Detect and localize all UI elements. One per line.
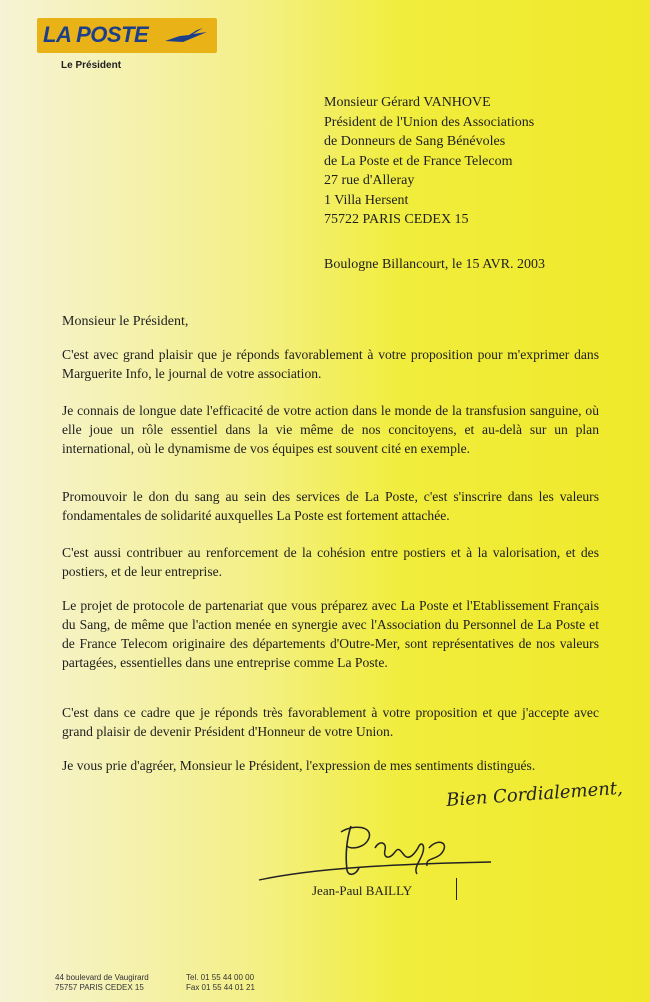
salutation: Monsieur le Président, [62,314,189,329]
footer-contact [186,973,255,993]
logo-text: LA POSTE [43,22,149,47]
footer-address-line: 75757 PARIS CEDEX 15 [55,983,144,992]
address-line: 1 Villa Hersent [324,192,409,208]
sender-title: Le Président [61,60,122,71]
signature-stroke [456,878,457,900]
recipient-address [324,93,534,230]
footer-address [55,973,149,993]
footer-address-line: 44 boulevard de Vaugirard [55,973,149,982]
letter-paragraph: Je vous prie d'agréer, Monsieur le Président, l'expression de mes sentiments distingués. [62,758,536,773]
bird-logo-icon [163,24,209,46]
footer-fax: Fax 01 55 44 01 21 [186,983,255,992]
address-line: Président de l'Union des Associations [324,114,535,130]
address-line: 75722 PARIS CEDEX 15 [324,212,469,227]
date-line: Boulogne Billancourt, le 15 AVR. 2003 [324,257,546,272]
la-poste-logo [37,18,217,53]
letter-paragraph: Promouvoir le don du sang au sein des services de La Poste, c'est s'inscrire dans les valeurs fondamentales de solidarité auxquelles La Poste est fortement attachée. [62,489,599,523]
address-line: 27 rue d'Alleray [324,173,415,188]
letter-paragraph: Je connais de longue date l'efficacité de votre action dans le monde de la transfusion sanguine, où elle joue un rôle essentiel dans la vie même de nos concitoyens, et au-delà sur un plan international, où le dynamisme de vos équipes est souvent cité en exemple. [62,403,599,456]
address-line: de Donneurs de Sang Bénévoles [324,134,506,149]
address-line: de La Poste et de France Telecom [324,153,513,169]
footer-phone: Tel. 01 55 44 00 00 [186,973,255,982]
letter-paragraph: C'est dans ce cadre que je réponds très favorablement à votre proposition et que j'accepte avec grand plaisir de devenir Président d'Honneur de votre Union. [62,705,599,739]
signer-name: Jean-Paul BAILLY [312,883,413,898]
letter-paragraph: C'est aussi contribuer au renforcement de la cohésion entre postiers et à la valorisation, et des postiers, et de leur entreprise. [62,545,599,579]
letter-paragraph: C'est avec grand plaisir que je réponds favorablement à votre proposition pour m'exprimer dans Marguerite Info, le journal de votre association. [62,347,599,381]
letter-paragraph: Le projet de protocole de partenariat que vous préparez avec La Poste et l'Etablissement Français du Sang, de même que l'action menée en synergie avec l'Association du Personnel de La Poste et de France Telecom originaire des départements d'Outre-Mer, sont représentatives de nos valeurs partagées, essentielles dans une entreprise comme La Poste. [62,598,599,670]
address-line: Monsieur Gérard VANHOVE [324,95,491,110]
handwritten-closing: Bien Cordialement, [445,777,624,811]
